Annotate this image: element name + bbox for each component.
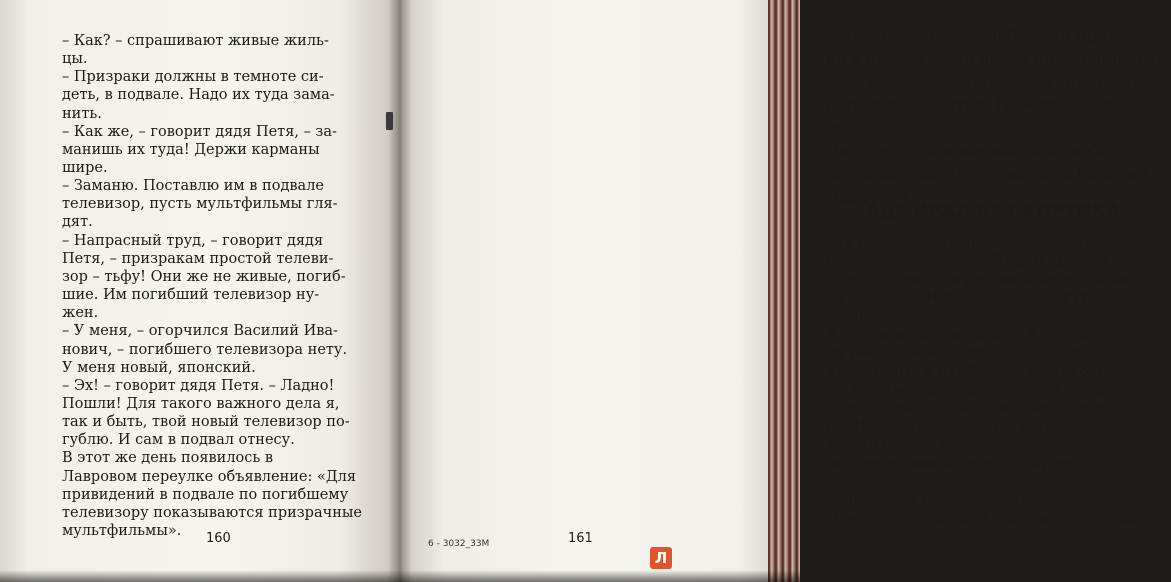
text-line: – Как же, – говорит дядя Петя, – за- xyxy=(62,124,337,140)
text-line: но вздохнули. И глубже всех Василий xyxy=(826,164,1149,183)
page-edges xyxy=(768,0,800,582)
book-gutter xyxy=(388,0,412,582)
text-line: лась не сразу. Она случилась постепен- xyxy=(826,401,1134,417)
binding-clip xyxy=(386,112,393,130)
text-line: левизором, смотрят. Так и сидят с тех xyxy=(826,72,1152,91)
text-line: – Призраки должны в темноте си- xyxy=(62,69,324,85)
text-line: ки в подвал, сели перед поломанным те- xyxy=(826,49,1171,68)
text-line: Эту историю в Лавровом переулке xyxy=(826,235,1093,251)
text-line: – Как? – спрашивают живые жиль- xyxy=(62,33,329,49)
text-line: думает: «Ну и ну! Бывает же такое!» xyxy=(826,364,1112,380)
text-line: встают. xyxy=(826,309,885,325)
text-line: Лёня, и у этого Лёни был очень строгий xyxy=(826,511,1137,527)
text-line: только начала случаться, никто и не xyxy=(826,437,1111,453)
print-signature: 6 - 3032_33М xyxy=(428,539,490,549)
text-line: – Напрасный труд, – говорит дядя xyxy=(62,233,324,249)
text-line: В этот же день появилось в xyxy=(62,450,274,466)
text-line: му рассказывали, долго ещё сидит и xyxy=(826,345,1109,361)
page-number: 161 xyxy=(568,531,593,546)
text-line: У меня новый, японский. xyxy=(62,360,256,376)
text-line: пор круглые сутки. Наверх не выхо- xyxy=(826,95,1133,114)
text-line: Лавровом переулке объявление: «Для xyxy=(62,469,357,485)
text-line: дальше. xyxy=(826,474,888,490)
text-line: – Эх! – говорит дядя Петя. – Ладно! xyxy=(62,378,335,394)
text-line: привидений в подвале по погибшему xyxy=(62,487,349,503)
text-line: То есть садятся и рассказывают с нача- xyxy=(826,272,1133,288)
text-line: гублю. И сам в подвал отнесу. xyxy=(62,432,295,448)
right-page xyxy=(400,0,1171,582)
text-line: дят. xyxy=(62,214,93,230)
text-line: Что тут началось! Побежали призра- xyxy=(826,26,1142,45)
text-line: телевизору показываются призрачные xyxy=(62,505,362,521)
page-number: 160 xyxy=(206,531,231,546)
text-line: – Заманю. Поставлю им в подвале xyxy=(62,178,324,194)
text-line: цы. xyxy=(62,51,88,67)
bottom-shadow xyxy=(0,570,800,582)
text-line: так и быть, твой новый телевизор по- xyxy=(62,414,350,430)
text-line: Но на самом деле история эта случи- xyxy=(826,382,1115,398)
text-line: Иванович. xyxy=(826,187,915,206)
text-line: В Лавровом переулке жил мальчик xyxy=(826,493,1100,509)
text-line: шие. Им погибший телевизор ну- xyxy=(62,287,320,303)
text-line: мультфильмы». xyxy=(62,523,182,539)
text-line: жен. xyxy=(62,305,99,321)
text-line: зор – тьфу! Они же не живые, погиб- xyxy=(62,269,346,285)
text-line: шире. xyxy=(62,160,108,176)
text-line: деть, в подвале. Надо их туда замa- xyxy=(62,87,335,103)
text-line: мог представить себе, что будет xyxy=(826,456,1075,472)
text-line: ла до конца. И пока не расскажут – не xyxy=(826,290,1123,306)
chapter-heading: АДМИРАЛ БЕЗ КОРТИКА xyxy=(866,202,1121,222)
text-line: телевизор, пусть мультфильмы гля- xyxy=(62,196,338,212)
text-line: – У меня, – огорчился Василий Ива- xyxy=(62,323,338,339)
text-line: но. И сначала, когда эта история ещё xyxy=(826,419,1118,435)
text-line: дят. xyxy=(826,118,860,137)
text-line: нович, – погибшего телевизора нету. xyxy=(62,342,348,358)
text-line: А потом встают и уходят. А тот, ко- xyxy=(826,327,1099,343)
text-line: нить. xyxy=(62,106,102,122)
text-line: Пошли! Для такого важного дела я, xyxy=(62,396,340,412)
left-page xyxy=(0,0,400,582)
text-line: манишь их туда! Держи карманы xyxy=(62,142,320,158)
text-line: рассказывают сразу. В один присест. xyxy=(826,253,1115,269)
text-line: Наконец-то живые жильцы свобод- xyxy=(826,141,1125,160)
text-line: Петя, – призракам простой телеви- xyxy=(62,251,334,267)
watermark-badge: Л xyxy=(650,547,672,569)
